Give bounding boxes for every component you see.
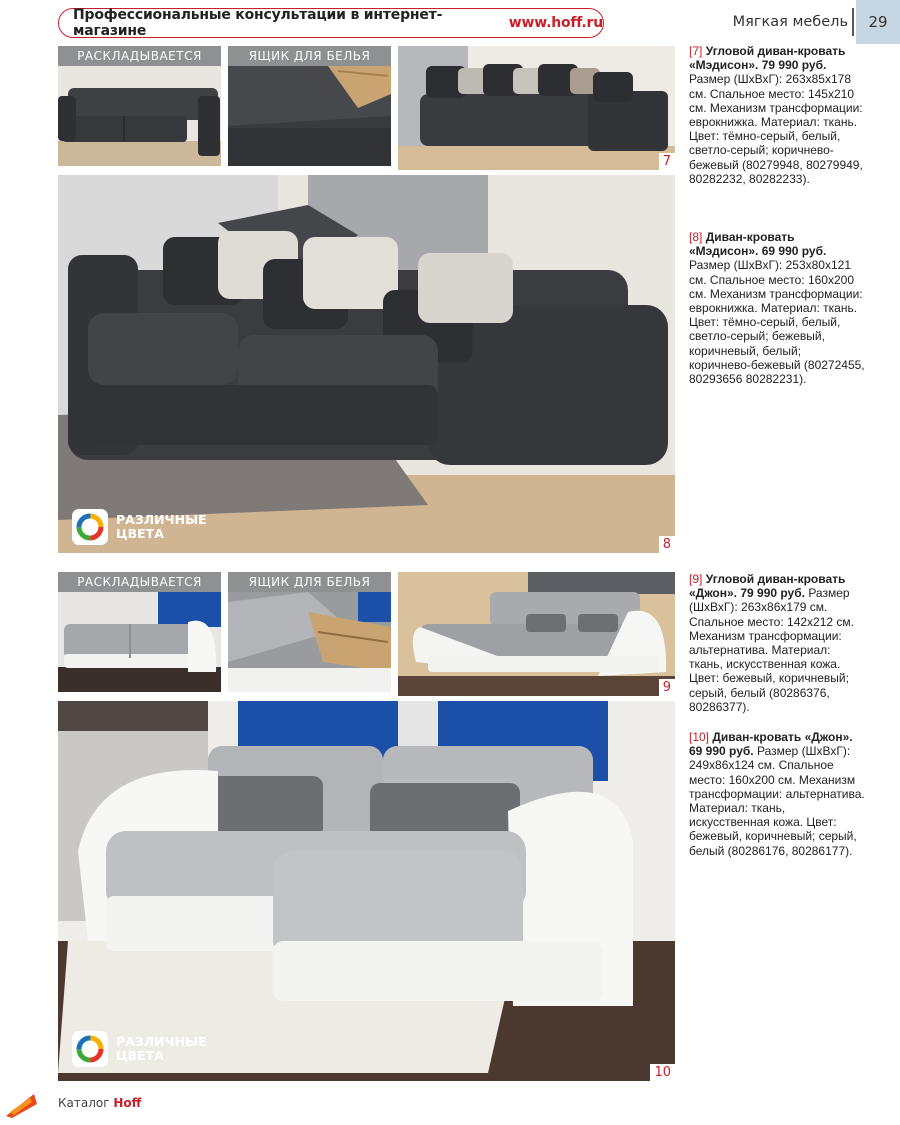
footer [58, 1096, 141, 1110]
product-name: Угловой диван-кровать «Мэдисон». 79 990 руб. [689, 44, 846, 73]
website-link[interactable]: www.hoff.ru [508, 15, 603, 31]
product-details: Размер (ШхВхГ): 253х80х121 см. Спальное место: 160х200 см. Механизм трансформации: еврокнижка. Материал: ткань. Цвет: тёмно-серый, белый, светло-серый; бежевый, коричневый, белый; коричнево-бежевый (80272455, 80293656 80282231). [689, 258, 865, 387]
photo-number-8: 8 [659, 536, 675, 553]
various-colors-label-2: РАЗЛИЧНЫЕ ЦВЕТА [116, 1034, 207, 1063]
product-description-10 [689, 730, 865, 858]
madison-unfolded-photo [58, 46, 221, 166]
product-name: Угловой диван-кровать «Джон». 79 990 руб. [689, 572, 846, 601]
various-colors-label: РАЗЛИЧНЫЕ ЦВЕТА [116, 512, 207, 541]
john-unfolded-photo [58, 572, 221, 692]
john-linen-box-photo [228, 572, 391, 692]
various-colors-badge-2 [72, 1031, 206, 1067]
product-name: Диван-кровать «Джон». 69 990 руб. [689, 730, 853, 759]
header-divider [852, 8, 854, 36]
photo-number-7: 7 [659, 153, 675, 170]
color-wheel-icon [72, 509, 108, 545]
product-ref: [9] [689, 572, 703, 586]
product-name: Диван-кровать «Мэдисон». 69 990 руб. [689, 230, 827, 259]
footer-label: Каталог [58, 1096, 110, 1110]
madison-corner-sofa-photo [398, 46, 675, 170]
hoff-corner-logo-icon [4, 1090, 38, 1118]
banner-text: Профессиональные консультации в интернет-магазине [73, 7, 443, 39]
product-description-9 [689, 572, 865, 714]
photo-number-10: 10 [650, 1064, 675, 1081]
linen-box-tag-2: ЯЩИК ДЛЯ БЕЛЬЯ [228, 572, 391, 592]
product-ref: [10] [689, 730, 710, 744]
product-description-7 [689, 44, 865, 186]
product-description-8 [689, 230, 865, 386]
john-corner-sofa-photo [398, 572, 675, 696]
madison-sofa-bed-photo [58, 175, 675, 553]
linen-box-tag: ЯЩИК ДЛЯ БЕЛЬЯ [228, 46, 391, 66]
unfolds-tag: РАСКЛАДЫВАЕТСЯ [58, 46, 221, 66]
john-sofa-bed-photo [58, 701, 675, 1081]
unfolds-tag-2: РАСКЛАДЫВАЕТСЯ [58, 572, 221, 592]
product-ref: [8] [689, 230, 703, 244]
product-details: Размер (ШхВхГ): 263х86х179 см. Спальное место: 142х212 см. Механизм трансформации: альтернатива. Материал: ткань, искусственная кожа. Цвет: бежевый, коричневый; серый, белый (80286376, 80286377). [689, 586, 854, 714]
product-details: Размер (ШхВхГ): 249х86х124 см. Спальное место: 160х200 см. Механизм трансформации: альтернатива. Материал: ткань, искусственная кожа. Цвет: бежевый, коричневый; серый, белый (80286176, 80286177). [689, 744, 865, 858]
color-wheel-icon [72, 1031, 108, 1067]
madison-linen-box-photo [228, 46, 391, 166]
page-number: 29 [856, 0, 900, 44]
section-title: Мягкая мебель [732, 14, 848, 30]
product-details: Размер (ШхВхГ): 263х85х178 см. Спальное место: 145х210 см. Механизм трансформации: еврокнижка. Материал: ткань. Цвет: тёмно-серый, белый, светло-серый; коричнево-бежевый (80279948, 80279949, 80282232, 80282233). [689, 72, 863, 186]
consultation-banner [58, 8, 604, 38]
various-colors-badge [72, 509, 206, 545]
photo-number-9: 9 [659, 679, 675, 696]
product-ref: [7] [689, 44, 703, 58]
footer-brand: Hoff [113, 1096, 142, 1110]
